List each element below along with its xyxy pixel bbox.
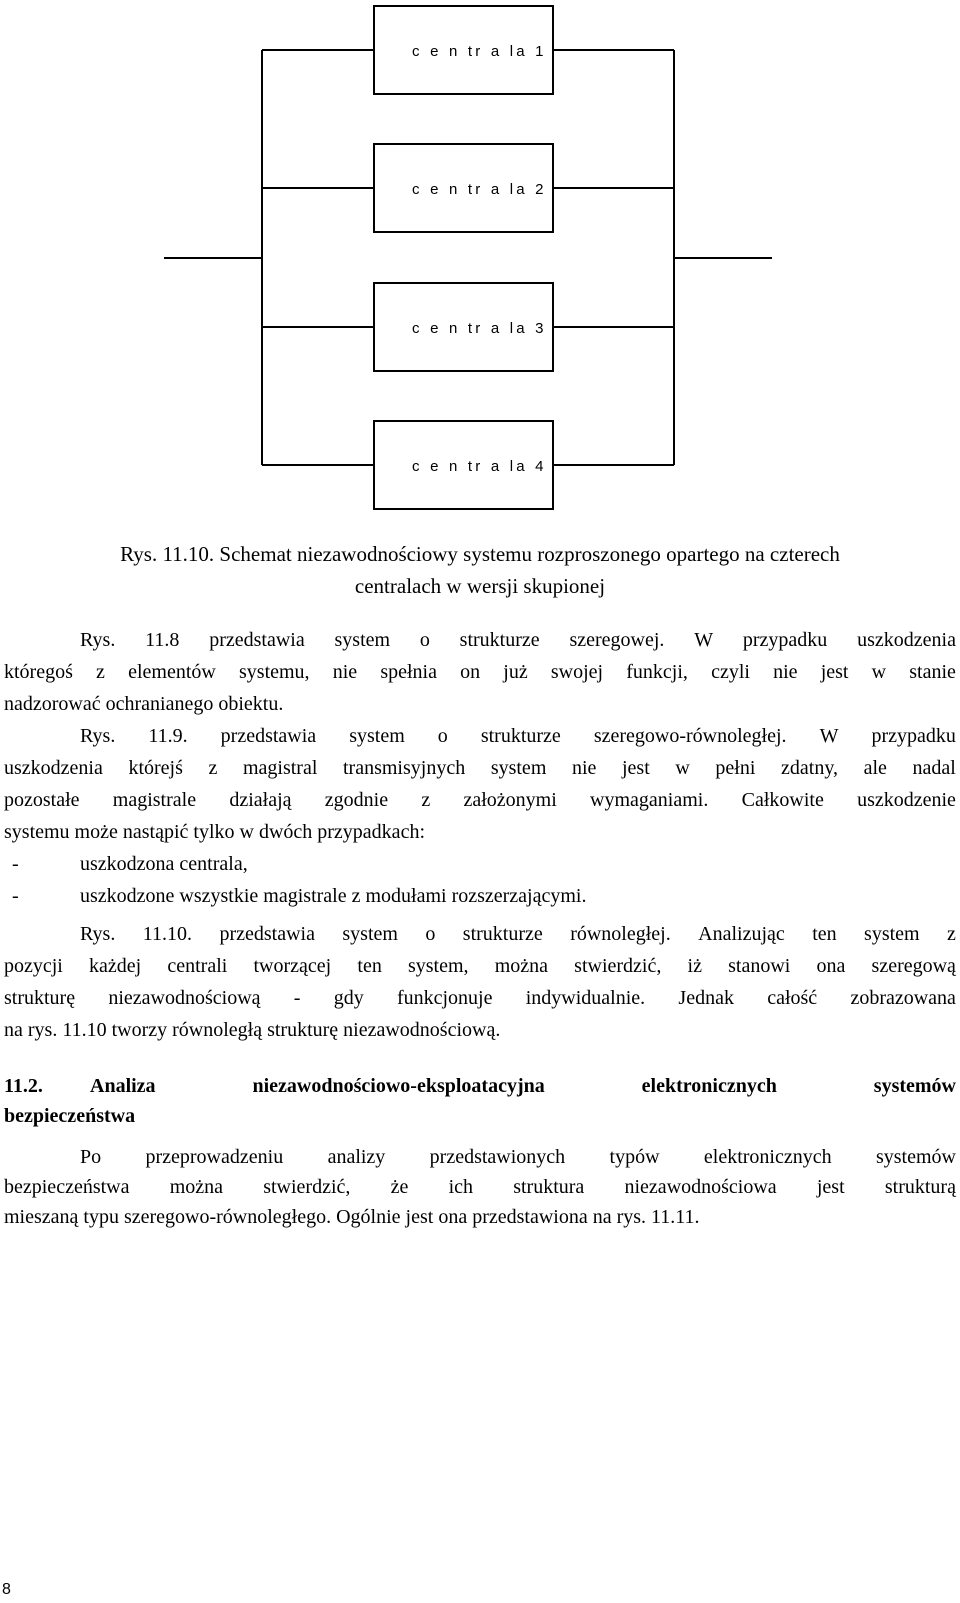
word: indywidualnie.: [525, 987, 646, 1009]
word: bezpieczeństwa: [4, 1176, 130, 1198]
word: można: [494, 955, 549, 977]
word: któregoś: [4, 661, 73, 683]
word: czyli: [711, 661, 750, 683]
word: z: [421, 789, 431, 811]
word: ten: [357, 955, 382, 977]
word: jest: [622, 757, 650, 779]
p3-line-2: [4, 956, 956, 976]
word: ich: [448, 1176, 473, 1198]
word: funkcji,: [626, 661, 688, 683]
word: całość: [767, 987, 818, 1009]
word: spełnia: [380, 661, 437, 683]
p2-line-1: [80, 726, 956, 746]
word: przypadku: [871, 725, 956, 747]
word: system,: [407, 955, 469, 977]
word: pozostałe: [4, 789, 80, 811]
figure-caption-line-2: centralach w wersji skupionej: [354, 574, 606, 598]
word: przedstawia: [209, 629, 305, 651]
word: jest: [820, 661, 849, 683]
p3-line-1: [80, 924, 956, 944]
word: o: [425, 923, 436, 945]
word: 11.8: [145, 629, 180, 651]
word: każdej: [89, 955, 142, 977]
word: elektronicznych: [641, 1075, 777, 1097]
word: w: [675, 757, 690, 779]
box-label-1: c e n tr a la 1: [412, 43, 547, 60]
box-label-4: c e n tr a la 4: [412, 458, 547, 475]
word: przedstawia: [219, 923, 315, 945]
word: system: [864, 923, 920, 945]
word: że: [390, 1176, 409, 1198]
word: jest: [816, 1176, 845, 1198]
word: elementów: [128, 661, 216, 683]
word: ona: [816, 955, 846, 977]
word: struktura: [513, 1176, 585, 1198]
word: pozycji: [4, 955, 63, 977]
word: strukturze: [459, 629, 540, 651]
box-label-3: c e n tr a la 3: [412, 320, 547, 337]
word: systemów: [875, 1146, 956, 1168]
p2-line-2: [4, 758, 956, 778]
word: system: [342, 923, 398, 945]
word: Rys.: [80, 725, 116, 747]
list-bullet-1: -: [12, 853, 19, 875]
word: strukturę: [4, 987, 76, 1009]
word: zdatny,: [781, 757, 839, 779]
word: on: [460, 661, 481, 683]
word: system: [334, 629, 391, 651]
word: systemu,: [239, 661, 310, 683]
word: można: [169, 1176, 223, 1198]
word: -: [293, 987, 301, 1009]
figure-caption-line-1: Rys. 11.10. Schemat niezawodnościowy systemu rozproszonego opartego na czterech: [120, 542, 840, 566]
word: nie: [773, 661, 798, 683]
word: transmisyjnych: [343, 757, 466, 779]
word: tworzącej: [253, 955, 332, 977]
word: magistral: [242, 757, 318, 779]
word: przeprowadzeniu: [145, 1146, 284, 1168]
word: Jednak: [678, 987, 734, 1009]
word: magistrale: [112, 789, 197, 811]
word: pełni: [715, 757, 756, 779]
word: strukturze: [462, 923, 543, 945]
word: system: [490, 757, 547, 779]
word: z: [947, 923, 956, 945]
word: swojej: [550, 661, 604, 683]
word: typów: [609, 1146, 660, 1168]
p4-line-2: [4, 1177, 956, 1197]
word: działają: [229, 789, 292, 811]
word: nadal: [912, 757, 956, 779]
p3-line-3: [4, 988, 956, 1008]
p2-line-3: [4, 790, 956, 810]
word: niezawodnościową: [108, 987, 261, 1009]
list-item-2: uszkodzone wszystkie magistrale z modułami rozszerzającymi.: [80, 885, 587, 907]
word: o: [437, 725, 448, 747]
word: o: [419, 629, 430, 651]
word: system: [349, 725, 405, 747]
word: szeregowej.: [569, 629, 665, 651]
word: w: [871, 661, 887, 683]
p2-line-4: systemu może nastąpić tylko w dwóch przypadkach:: [4, 821, 425, 843]
word: Rys.: [80, 629, 116, 651]
word: przedstawionych: [429, 1146, 566, 1168]
word: niezawodnościowo-eksploatacyjna: [252, 1075, 545, 1097]
p1-line-2: [4, 662, 956, 682]
word: funkcjonuje: [396, 987, 493, 1009]
p1-line-3: nadzorować ochranianego obiektu.: [4, 693, 284, 715]
word: analizy: [327, 1146, 386, 1168]
word: przedstawia: [220, 725, 317, 747]
p4-line-1: [80, 1147, 956, 1167]
word: stanie: [909, 661, 956, 683]
word: stanowi: [728, 955, 791, 977]
word: przypadku: [742, 629, 828, 651]
word: szeregową: [871, 955, 956, 977]
word: W: [819, 725, 839, 747]
word: 11.10.: [142, 923, 193, 945]
word: szeregowo-równoległej.: [593, 725, 787, 747]
p4-line-3: mieszaną typu szeregowo-równoległego. Ogólnie jest ona przedstawiona na rys. 11.11.: [4, 1206, 700, 1228]
word: Analiza: [90, 1075, 156, 1097]
word: 11.9.: [148, 725, 188, 747]
word: założonymi: [463, 789, 557, 811]
word: iż: [687, 955, 702, 977]
word: strukturze: [480, 725, 561, 747]
word: uszkodzenia: [857, 629, 956, 651]
word: równoległej.: [570, 923, 671, 945]
word: wymaganiami.: [590, 789, 709, 811]
word: stwierdzić,: [263, 1176, 351, 1198]
word: Po: [80, 1146, 102, 1168]
word: zgodnie: [324, 789, 389, 811]
word: uszkodzenia: [4, 757, 103, 779]
list-item-1: uszkodzona centrala,: [80, 853, 248, 875]
word: ale: [863, 757, 887, 779]
p1-line-1: [80, 630, 956, 650]
section-number: 11.2.: [4, 1075, 43, 1097]
word: Rys.: [80, 923, 116, 945]
word: już: [503, 661, 528, 683]
word: Analizując: [698, 923, 785, 945]
word: strukturą: [884, 1176, 956, 1198]
word: stwierdzić,: [574, 955, 662, 977]
word: systemów: [873, 1075, 956, 1097]
word: uszkodzenie: [857, 789, 956, 811]
word: nie: [332, 661, 358, 683]
box-label-2: c e n tr a la 2: [412, 181, 547, 198]
word: którejś: [128, 757, 183, 779]
section-title-line-2: bezpieczeństwa: [4, 1105, 136, 1127]
word: W: [694, 629, 714, 651]
word: z: [96, 661, 105, 683]
word: centrali: [167, 955, 228, 977]
word: elektronicznych: [703, 1146, 832, 1168]
page-number: 8: [2, 1581, 11, 1598]
word: nie: [571, 757, 597, 779]
reliability-diagram: [0, 0, 960, 540]
word: ten: [812, 923, 837, 945]
word: z: [208, 757, 218, 779]
section-title-line-1: [90, 1076, 956, 1096]
word: zobrazowana: [850, 987, 956, 1009]
word: niezawodnościowa: [624, 1176, 777, 1198]
p3-line-4: na rys. 11.10 tworzy równoległą strukturę niezawodnościową.: [4, 1019, 501, 1041]
word: gdy: [333, 987, 364, 1009]
word: Całkowite: [741, 789, 824, 811]
list-bullet-2: -: [12, 885, 19, 907]
